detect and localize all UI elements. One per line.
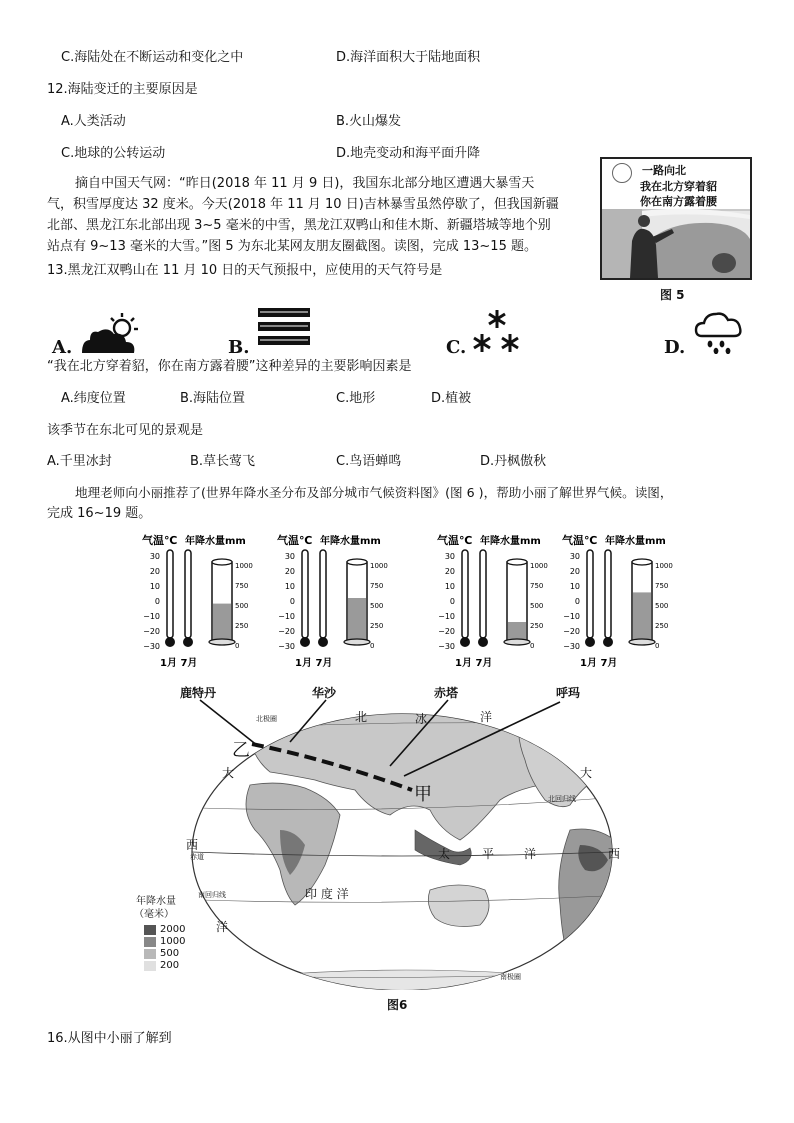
avatar [612, 163, 632, 183]
showers-icon [694, 308, 744, 354]
map-label-big-west: 大 [222, 766, 235, 780]
q13-stem: 13.黑龙江双鸭山在 11 月 10 日的天气预报中，应使用的天气符号是 [47, 263, 443, 278]
rain-gauge-fill [633, 592, 651, 642]
thermometer-tube [185, 550, 191, 638]
thermometer-tube [605, 550, 611, 638]
rain-tick-label: 1000 [655, 562, 673, 570]
temp-tick-label: −20 [278, 627, 295, 636]
rain-tick-label: 0 [370, 642, 375, 650]
passage-line-4: 站点有 9~13 毫米的大雪。”图 5 为东北某网友朋友圈截图。读图，完成 13~15 题。 [47, 239, 537, 254]
q14-option-b: B.海陆位置 [180, 391, 246, 406]
month-labels: 1月 7月 [160, 658, 198, 669]
thermometer-tube [167, 550, 173, 638]
q13-label-c: C. [446, 337, 467, 358]
temp-tick-label: 30 [284, 552, 295, 561]
fig5-top-text: 一路向北 [642, 164, 686, 177]
legend-value-2000: 2000 [160, 924, 186, 935]
thermometer-tube [462, 550, 468, 638]
temp-tick-label: 10 [444, 582, 455, 591]
thermometer-bulb [300, 637, 310, 647]
map-label-tropic-s: 南回归线 [198, 891, 226, 899]
map-label-yang2: 洋 [216, 920, 229, 934]
map-label-big-east: 大 [580, 766, 593, 780]
map-label-yi: 乙 [232, 740, 250, 761]
temp-tick-label: −10 [438, 612, 455, 621]
map-label-jia: 甲 [414, 784, 432, 805]
legend-swatch-2000 [144, 925, 156, 935]
world-map [130, 680, 675, 990]
rain-gauge-top [507, 559, 527, 565]
month-labels: 1月 7月 [580, 658, 618, 669]
map-label-indian: 印 度 洋 [305, 887, 349, 901]
temp-tick-label: 0 [574, 597, 580, 606]
rain-gauge-base [629, 639, 655, 645]
thermometer-bulb [478, 637, 488, 647]
q11-option-c: C.海陆处在不断运动和变化之中 [61, 50, 244, 65]
chart-temp-header: 气温℃ [142, 534, 178, 547]
q14-option-c: C.地形 [336, 391, 376, 406]
chart-rain-header: 年降水量mm [320, 536, 381, 547]
climate-charts [140, 528, 700, 678]
fig5-caption: 图 5 [660, 288, 685, 302]
city-label-chita: 赤塔 [434, 686, 459, 700]
thermometer-tube [320, 550, 326, 638]
temp-tick-label: −20 [143, 627, 160, 636]
temp-tick-label: 0 [289, 597, 295, 606]
city-label-huma: 呼玛 [556, 686, 581, 700]
q14-option-d: D.植被 [431, 391, 472, 406]
temp-tick-label: 0 [449, 597, 455, 606]
legend-title: 年降水量 [136, 896, 176, 907]
rain-tick-label: 1000 [235, 562, 253, 570]
q14-stem: “我在北方穿着貂，你在南方露着腰”这种差异的主要影响因素是 [47, 359, 412, 374]
temp-tick-label: 10 [569, 582, 580, 591]
chart-rain-header: 年降水量mm [480, 536, 541, 547]
temp-tick-label: −10 [143, 612, 160, 621]
heavy-snow-icon [472, 308, 522, 354]
q15-stem: 该季节在东北可见的景观是 [47, 423, 204, 438]
q15-option-d: D.丹枫傲秋 [480, 454, 547, 469]
q12-option-a: A.人类活动 [61, 114, 126, 129]
thermometer-bulb [165, 637, 175, 647]
intro16-line-1: 地理老师向小丽推荐了(世界年降水圣分布及部分城市气候资料图》(图 6 )，帮助小丽了解世界气候。读图， [75, 485, 673, 500]
fig6-caption: 图6 [387, 998, 408, 1012]
figure-5 [600, 157, 752, 280]
thermometer-bulb [460, 637, 470, 647]
temp-tick-label: −30 [438, 642, 455, 651]
rain-tick-label: 0 [235, 642, 240, 650]
q14-option-a: A.纬度位置 [61, 391, 126, 406]
rain-gauge-fill [348, 598, 366, 642]
temp-tick-label: −20 [563, 627, 580, 636]
legend-value-200: 200 [160, 960, 180, 971]
chart-temp-header: 气温℃ [562, 534, 598, 547]
rain-gauge-base [504, 639, 530, 645]
rain-tick-label: 250 [235, 622, 249, 630]
fig5-line-b: 你在南方露着腰 [640, 195, 717, 208]
temp-tick-label: −10 [278, 612, 295, 621]
passage-line-3: 北部、黑龙江东北部出现 3~5 毫米的中雪，黑龙江双鸭山和佳木斯、新疆塔城等地个别 [47, 218, 551, 233]
thermometer-tube [587, 550, 593, 638]
q12-stem: 12.海陆变迁的主要原因是 [47, 82, 198, 97]
q15-option-b: B.草长莺飞 [190, 454, 256, 469]
map-label-xi: 西 [186, 838, 199, 852]
fig5-line-a: 我在北方穿着貂 [640, 180, 717, 193]
rain-tick-label: 0 [530, 642, 535, 650]
rain-tick-label: 500 [235, 602, 249, 610]
rain-tick-label: 250 [655, 622, 669, 630]
q12-option-d: D.地壳变动和海平面升降 [336, 146, 481, 161]
temp-tick-label: 30 [444, 552, 455, 561]
temp-tick-label: 20 [149, 567, 160, 576]
world-map-graphic [130, 680, 675, 990]
q15-option-c: C.鸟语蝉鸣 [336, 454, 402, 469]
city-label-warsaw: 华沙 [312, 686, 337, 700]
temp-tick-label: 30 [569, 552, 580, 561]
thermometer-bulb [183, 637, 193, 647]
map-label-antarctic: 南极圈 [500, 973, 521, 981]
passage-line-1: 摘自中国天气网：“昨日(2018 年 11 月 9 日)，我国东北部分地区遭遇大暴雪天 [75, 176, 535, 191]
temp-tick-label: −10 [563, 612, 580, 621]
map-label-equator: 赤道 [190, 853, 204, 861]
rain-tick-label: 500 [370, 602, 384, 610]
legend-value-500: 500 [160, 948, 180, 959]
map-label-tai: 太 [438, 847, 451, 861]
rain-gauge-base [209, 639, 235, 645]
rain-gauge-top [632, 559, 652, 565]
thermometer-tube [302, 550, 308, 638]
temp-tick-label: 10 [284, 582, 295, 591]
temp-tick-label: 0 [154, 597, 160, 606]
temp-tick-label: −30 [563, 642, 580, 651]
rain-gauge-fill [213, 604, 231, 642]
temp-tick-label: 10 [149, 582, 160, 591]
map-label-tropic-n: 北回归线 [548, 795, 576, 803]
rain-tick-label: 250 [370, 622, 384, 630]
rain-tick-label: 1000 [370, 562, 388, 570]
q13-label-b: B. [228, 337, 250, 358]
passage-line-2: 气，积雪厚度达 32 度米。今天(2018 年 11 月 10 日)吉林暴雪虽然停歇了，但我国新疆 [47, 197, 559, 212]
thermometer-bulb [585, 637, 595, 647]
legend-unit: （毫米） [134, 909, 174, 920]
rain-tick-label: 250 [530, 622, 544, 630]
chart-temp-header: 气温℃ [277, 534, 313, 547]
map-label-xi2: 西 [608, 847, 621, 861]
rain-gauge-base [344, 639, 370, 645]
thermometer-bulb [318, 637, 328, 647]
thermometer-bulb [603, 637, 613, 647]
rain-tick-label: 500 [530, 602, 544, 610]
chart-temp-header: 气温℃ [437, 534, 473, 547]
legend-value-1000: 1000 [160, 936, 186, 947]
q16-stem: 16.从图中小丽了解到 [47, 1031, 172, 1046]
temp-tick-label: 20 [569, 567, 580, 576]
rain-tick-label: 750 [370, 582, 384, 590]
legend-swatch-500 [144, 949, 156, 959]
map-label-north: 北 [355, 710, 368, 724]
rain-tick-label: 0 [655, 642, 660, 650]
map-label-ice: 冰 [415, 712, 428, 726]
q15-option-a: A.千里冰封 [47, 454, 112, 469]
temp-tick-label: −30 [143, 642, 160, 651]
intro16-line-2: 完成 16~19 题。 [47, 506, 152, 521]
month-labels: 1月 7月 [295, 658, 333, 669]
city-label-rotterdam: 鹿特丹 [180, 686, 217, 700]
map-label-yang: 洋 [524, 847, 537, 861]
map-label-ping: 平 [482, 847, 495, 861]
temp-tick-label: −20 [438, 627, 455, 636]
rain-gauge-top [347, 559, 367, 565]
temp-tick-label: −30 [278, 642, 295, 651]
map-label-arctic: 北极圈 [256, 715, 277, 723]
legend-swatch-200 [144, 961, 156, 971]
q11-option-d: D.海洋面积大于陆地面积 [336, 50, 481, 65]
map-label-ocean: 洋 [480, 710, 493, 724]
fog-icon [258, 307, 310, 347]
rain-tick-label: 500 [655, 602, 669, 610]
rain-tick-label: 750 [655, 582, 669, 590]
q12-option-b: B.火山爆发 [336, 114, 402, 129]
temp-tick-label: 30 [149, 552, 160, 561]
temp-tick-label: 20 [284, 567, 295, 576]
chart-rain-header: 年降水量mm [185, 536, 246, 547]
legend-swatch-1000 [144, 937, 156, 947]
chart-rain-header: 年降水量mm [605, 536, 666, 547]
q13-label-a: A. [52, 337, 73, 358]
rain-tick-label: 750 [235, 582, 249, 590]
partly-cloudy-icon [78, 312, 144, 356]
rain-tick-label: 750 [530, 582, 544, 590]
q13-label-d: D. [664, 337, 686, 358]
temp-tick-label: 20 [444, 567, 455, 576]
q12-option-c: C.地球的公转运动 [61, 146, 166, 161]
rain-gauge-top [212, 559, 232, 565]
thermometer-tube [480, 550, 486, 638]
rain-tick-label: 1000 [530, 562, 548, 570]
month-labels: 1月 7月 [455, 658, 493, 669]
